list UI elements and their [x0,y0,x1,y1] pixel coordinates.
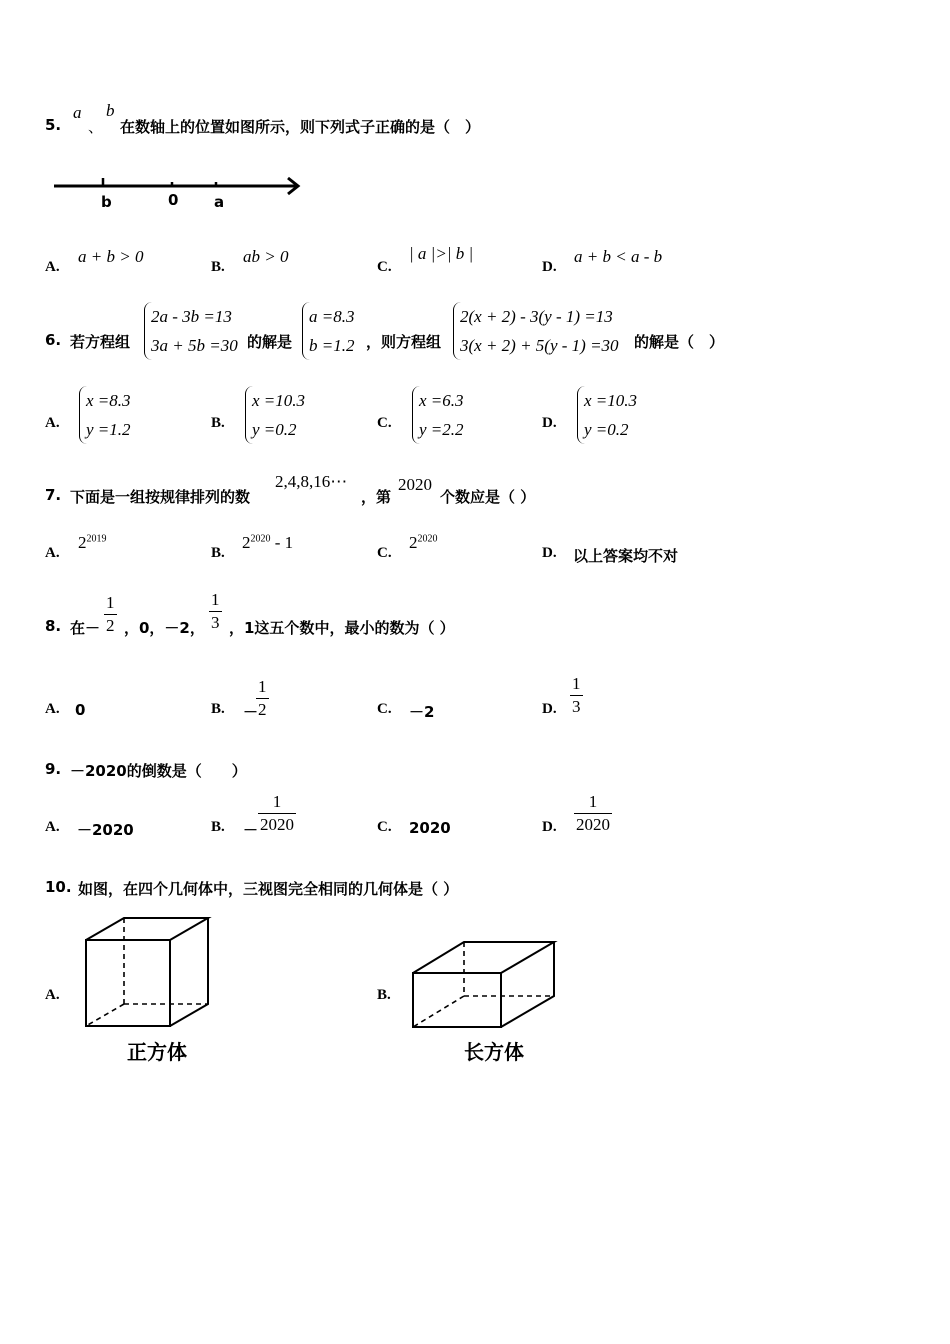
equation-line: y =0.2 [252,420,297,439]
option-c-expr: | a |>| b | [409,244,474,263]
equation-system-2 [453,302,619,360]
option-a-label: A. [45,259,60,275]
numerator: 1 [106,593,115,612]
question-stem-part4: 的解是（ ） [634,333,725,351]
option-d-label: D. [542,545,557,561]
cuboid-front-face [413,973,501,1027]
var-a: a [73,103,82,122]
option-b-fraction [258,793,296,834]
equation-line: a =8.3 [309,307,355,326]
cuboid-figure [408,936,563,1034]
numerator: 1 [258,677,267,696]
option-d-text: 以上答案均不对 [573,547,679,565]
equation-line: x =10.3 [584,391,638,410]
fraction-one-third [209,591,222,632]
denominator: 2020 [576,815,610,834]
option-d-fraction [570,675,583,716]
denominator: 3 [572,697,581,716]
option-d-label: D. [542,415,557,431]
option-c-expr: $2^{2020}$ [409,533,438,552]
equation-line: b =1.2 [309,336,355,355]
question-number: 5. [45,116,62,134]
question-stem: －2020的倒数是（ ） [70,762,247,780]
option-c-label: C. [377,701,392,717]
number-line-label-b: b [101,193,112,211]
cuboid-hidden-depth [413,996,464,1027]
option-b-label: B. [211,701,225,717]
cube-front-face [86,940,170,1026]
option-b-prefix: － [243,703,259,721]
option-a-label: A. [45,819,60,835]
option-b-prefix: － [243,821,259,839]
cube-right-edges [170,918,208,1026]
question-stem-part3: ，则方程组 [366,333,442,351]
question-number: 7. [45,486,62,504]
option-c-label: C. [377,819,392,835]
equation-line: 2(x + 2) - 3(y - 1) =13 [460,307,613,326]
option-d-expr: a + b < a - b [574,247,663,266]
question-stem-part3: 个数应是（ ） [440,488,536,506]
option-d-label: D. [542,259,557,275]
number-line-label-a: a [214,193,225,211]
option-b-label: B. [211,415,225,431]
question-number: 6. [45,331,62,349]
question-stem-part2: ，0，－2， [124,619,205,637]
sequence: 2,4,8,16⋯ [275,472,348,491]
option-c-text: －2 [409,703,435,721]
numerator: 1 [211,590,220,609]
number-line-label-zero: 0 [168,191,179,209]
option-d-label: D. [542,819,557,835]
option-c-label: C. [377,545,392,561]
question-stem-part2: ，第 [361,488,392,506]
equation-system-1 [144,302,238,360]
separator: 、 [88,118,104,136]
option-b-fraction [256,678,269,719]
question-stem: 如图，在四个几何体中，三视图完全相同的几何体是（ ） [78,880,459,898]
question-number: 9. [45,760,62,778]
cube-top-edges [86,918,208,940]
figure-caption-cube: 正方体 [127,1040,187,1064]
equation-line: y =1.2 [86,420,131,439]
denominator: 3 [211,613,220,632]
denominator: 2 [106,616,115,635]
fraction-one-half [104,594,117,635]
numerator: 1 [272,792,282,811]
equation-line: x =6.3 [419,391,464,410]
option-b-label: B. [211,545,225,561]
question-stem: 在数轴上的位置如图所示，则下列式子正确的是（ ） [120,118,481,136]
option-b-system [245,386,305,444]
option-a-text: －2020 [77,821,134,839]
figure-caption-cuboid: 长方体 [464,1040,524,1064]
option-c-label: C. [377,259,392,275]
cuboid-right-edges [501,942,554,1027]
option-a-label: A. [45,701,60,717]
equation-line: y =0.2 [584,420,629,439]
option-c-label: C. [377,415,392,431]
equation-line: y =2.2 [419,420,464,439]
question-number: 10. [45,878,72,896]
question-number: 8. [45,617,62,635]
option-a-expr: $2^{2019}$ [78,533,107,552]
equation-line: x =8.3 [86,391,131,410]
question-stem-part2: 的解是 [247,333,293,351]
option-b-expr: ab > 0 [243,247,289,266]
option-c-system [412,386,464,444]
nth-term: 2020 [398,475,432,494]
cube-figure [80,912,220,1034]
denominator: 2 [258,700,267,719]
option-d-system [577,386,637,444]
equation-line: 2a - 3b =13 [151,307,232,326]
equation-line: 3(x + 2) + 5(y - 1) =30 [460,336,619,355]
numerator: 1 [588,792,598,811]
option-b-label: B. [377,987,391,1003]
solution-system-1 [302,302,354,360]
equation-line: x =10.3 [252,391,306,410]
var-b: b [106,101,115,120]
option-b-label: B. [211,259,225,275]
equation-line: 3a + 5b =30 [151,336,238,355]
cube-hidden-depth [86,1004,124,1026]
question-stem-part1: 若方程组 [70,333,131,351]
question-stem-part1: 在－ [70,619,101,637]
option-a-expr: a + b > 0 [78,247,144,266]
denominator: 2020 [260,815,294,834]
option-d-label: D. [542,701,557,717]
option-a-label: A. [45,987,60,1003]
option-b-expr: $2^{2020} - 1$ [242,533,294,552]
option-c-text: 2020 [409,819,451,837]
option-a-text: 0 [75,701,86,719]
option-a-system [79,386,131,444]
option-d-fraction [574,793,612,834]
option-a-label: A. [45,545,60,561]
cuboid-top-edges [413,942,554,973]
question-stem-part1: 下面是一组按规律排列的数 [70,488,251,506]
option-b-label: B. [211,819,225,835]
number-line [50,172,310,202]
numerator: 1 [572,674,581,693]
question-stem-part3: ，1这五个数中，最小的数为（ ） [229,619,455,637]
option-a-label: A. [45,415,60,431]
